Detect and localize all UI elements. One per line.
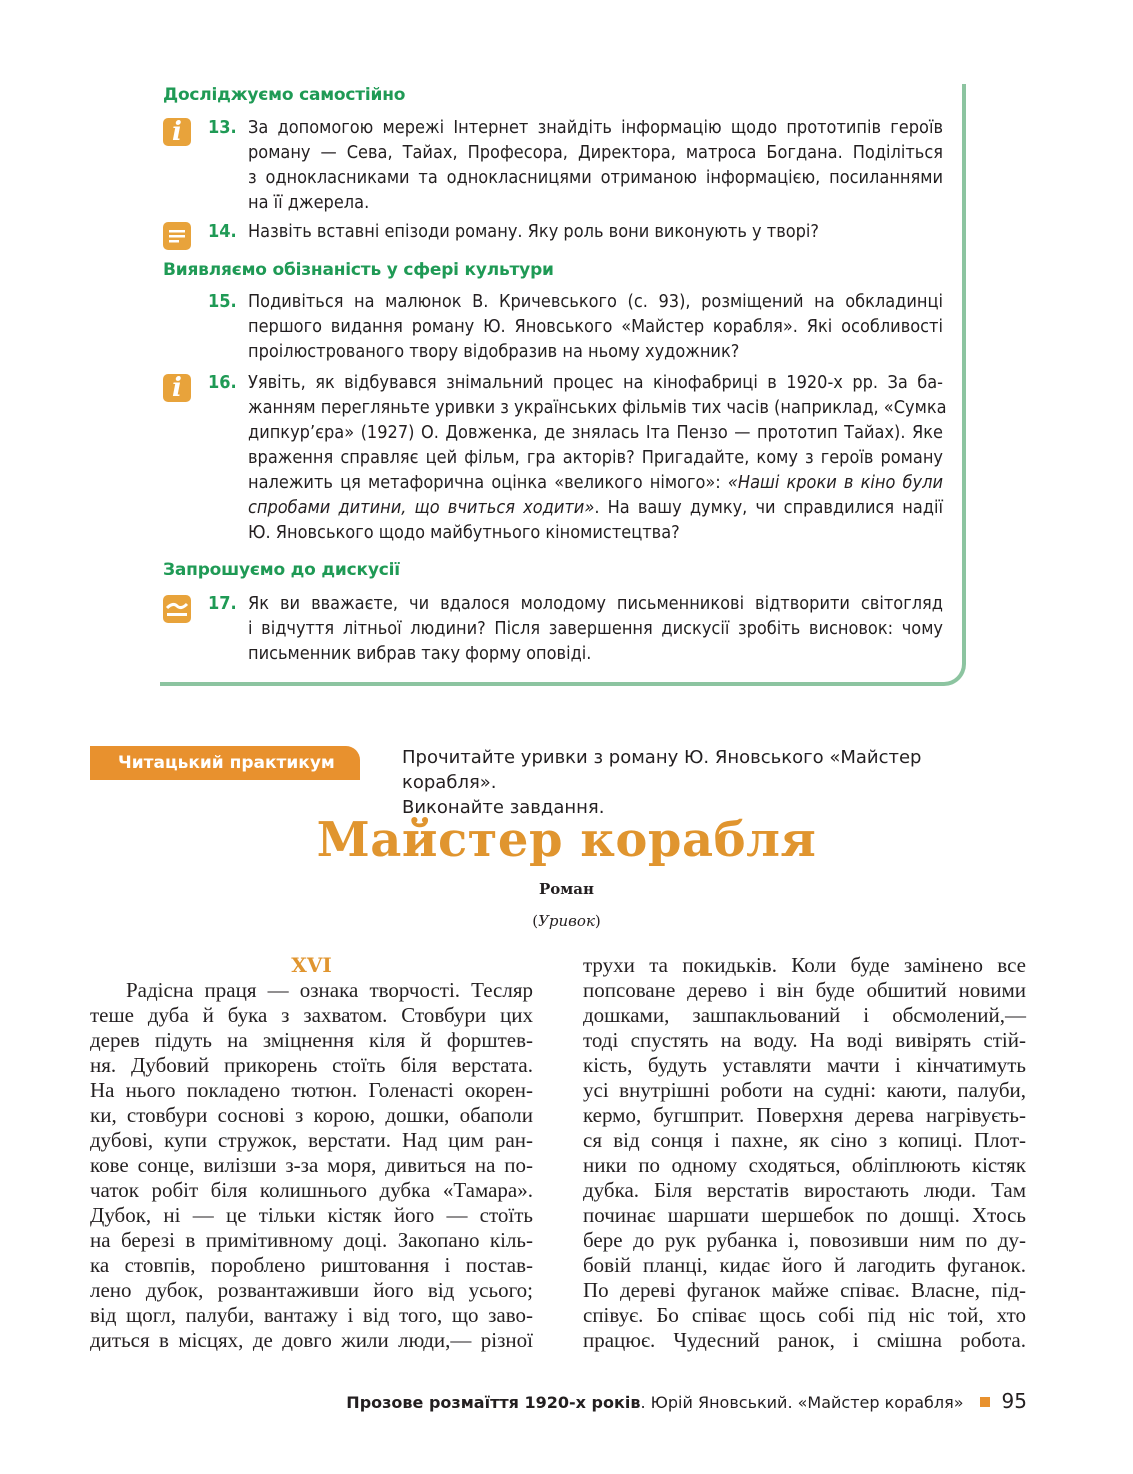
text-line: ки, стовбури соснові з корою, дошки, обаполи (90, 1103, 533, 1127)
text-line: ся від сонця і пахне, як сіно з копиці. Плот- (583, 1128, 1026, 1152)
task-number: 15. (208, 291, 237, 312)
task-16 (208, 370, 947, 545)
task-text: належить ця метафорична оцінка «великого німого»: (248, 472, 728, 493)
quote-text: «Наші кроки в кіно були (727, 472, 943, 493)
excerpt-label: Уривок (538, 912, 595, 930)
text-line: від щогл, палуби, вантажу і від того, що заво- (90, 1303, 533, 1327)
text-line: на березі в примітивному доці. Закопано кіль- (90, 1228, 533, 1252)
text-line: працює. Чудесний ранок, і смішна робота. (583, 1328, 1026, 1352)
task-line: жанням перегляньте уривки з українських фільмів тих часів (наприклад, «Сумка (248, 397, 947, 418)
text-line: кість, будуть уставляти мачти і кінчатимуть (583, 1053, 1026, 1077)
novel-title: Майстер корабля (316, 812, 817, 868)
task-line: Уявіть, як відбувався знімальний процес на кінофабриці в 1920-х рр. За ба- (248, 372, 943, 393)
task-line (248, 495, 943, 520)
task-text: . На вашу думку, чи справдилися надії (594, 497, 943, 518)
info-icon: i (163, 118, 191, 146)
task-line: проілюстрованого твору відобразив на ньому художник? (248, 341, 740, 362)
text-line: теше дуба й бука з захватом. Стовбури цих (90, 1003, 533, 1027)
text-line: Радісна праця — ознака творчості. Тесляр (126, 978, 533, 1002)
instruction-line: Виконайте завдання. (402, 797, 605, 818)
task-line: Ю. Яновського щодо майбутнього кіномистецтва? (248, 522, 680, 543)
text-line: По дереві фуганок майже співає. Власне, під- (583, 1278, 1026, 1302)
task-line (248, 470, 943, 495)
footer-section: Прозове розмаїття 1920-х років (346, 1393, 641, 1412)
text-line: Дубок, ні — це тільки кістяк його — стоїть (90, 1203, 533, 1227)
text-line: диться в місцях, де довго жили люди,— різної (90, 1328, 533, 1352)
task-line: і відчуття літньої людини? Після завершення дискусії зробіть висновок: чому (248, 618, 943, 639)
task-number: 14. (208, 221, 237, 242)
page-number: 95 (1001, 1389, 1027, 1413)
task-line: на її джерела. (248, 192, 370, 213)
footer-topic: . Юрій Яновський. «Майстер корабля» (640, 1393, 964, 1412)
text-line: лено дубок, розвантаживши його від усього; (90, 1278, 533, 1302)
task-17 (208, 591, 943, 666)
text-line: дошками, зашпакльований і обсмолений,— (583, 1003, 1026, 1027)
task-line: дипкур’єра» (1927) О. Довженка, де знялась Іта Пензо — прототип Тайах). Яке (248, 422, 943, 443)
novel-genre: Роман (538, 880, 594, 898)
footer-square (980, 1397, 990, 1407)
discussion-icon (163, 595, 191, 623)
task-number: 13. (208, 117, 237, 138)
task-13 (208, 115, 943, 215)
text-line: трухи та покидьків. Коли буде замінено все (583, 953, 1026, 977)
practicum-instructions (402, 745, 1002, 820)
task-number: 17. (208, 593, 237, 614)
text-line: ка стовпів, пороблено риштовання і постав- (90, 1253, 533, 1277)
paren: ) (594, 912, 601, 930)
text-column-left (90, 978, 533, 1353)
section-heading: Виявляємо обізнаність у сфері культури (163, 260, 554, 280)
text-line: ники по одному сходяться, обліплюють кістяк (583, 1153, 1026, 1177)
text-line: співує. Бо співає щось собі під ніс той, хто (583, 1303, 1026, 1327)
section-heading: Запрошуємо до дискусії (163, 560, 400, 580)
text-column-right (583, 953, 1026, 1353)
text-line: дубка. Біля верстатів виростають люди. Там (583, 1178, 1026, 1202)
task-14 (208, 219, 943, 244)
text-line: тоді спустять на воду. На воді вивірять стій- (583, 1028, 1026, 1052)
text-line: бовій планці, кидає його й лагодить фуганок. (583, 1253, 1026, 1277)
page-footer (346, 1389, 1027, 1413)
text-line: усі внутрішні роботи на судні: каюти, палуби, (583, 1078, 1026, 1102)
text-line: кермо, бугшприт. Поверхня дерева нагрівуєть- (583, 1103, 1026, 1127)
task-line: Назвіть вставні епізоди роману. Яку роль вони виконують у творі? (248, 221, 820, 242)
task-line: письменник вибрав таку форму оповіді. (248, 643, 592, 664)
task-line: враження справляє цей фільм, гра акторів? Пригадайте, кому з героїв роману (248, 447, 943, 468)
text-line: бере до рук рубанка і, повозивши ним по ду- (583, 1228, 1026, 1252)
instruction-line: Прочитайте уривки з роману Ю. Яновського «Майстер корабля». (402, 747, 922, 793)
text-line: кове сонце, вилізши з-за моря, дивиться на по- (90, 1153, 533, 1177)
task-line: першого видання роману Ю. Яновського «Майстер корабля». Які особливості (248, 316, 943, 337)
task-line: Подивіться на малюнок В. Кричевського (с. 93), розміщений на обкладинці (248, 291, 943, 312)
chapter-number: XVI (291, 953, 332, 977)
info-icon: i (163, 374, 191, 402)
text-line: ня. Дубовий прикорень стоїть біля верстата. (90, 1053, 533, 1077)
text-line: дерев підуть на зміцнення кіля й форштев- (90, 1028, 533, 1052)
task-line: роману — Сева, Тайах, Професора, Директора, матроса Богдана. Поділіться (248, 142, 943, 163)
task-15 (208, 289, 943, 364)
text-line: починає шаршати шершебок по дошці. Хтось (583, 1203, 1026, 1227)
text-line: чаток робіт біля колишнього дубка «Тамара». (90, 1178, 533, 1202)
section-heading: Досліджуємо самостійно (163, 85, 406, 105)
text-line: дубові, купи стружок, верстати. Над цим ран- (90, 1128, 533, 1152)
task-line: з однокласниками та однокласницями отриманою інформацією, посиланнями (248, 167, 943, 188)
notes-icon (163, 222, 191, 250)
text-line: попсоване дерево і він буде обшитий новими (583, 978, 1026, 1002)
quote-text: спробами дитини, що вчиться ходити» (248, 497, 595, 518)
task-line: Як ви вважаєте, чи вдалося молодому письменникові відтворити світогляд (248, 593, 943, 614)
practicum-tab: Читацький практикум (90, 746, 360, 780)
task-number: 16. (208, 372, 237, 393)
task-line: За допомогою мережі Інтернет знайдіть інформацію щодо прототипів героїв (248, 117, 943, 138)
text-line: На нього покладено тютюн. Голенасті окорен- (90, 1078, 533, 1102)
novel-excerpt-note (0, 912, 1133, 930)
paren: ( (532, 912, 539, 930)
